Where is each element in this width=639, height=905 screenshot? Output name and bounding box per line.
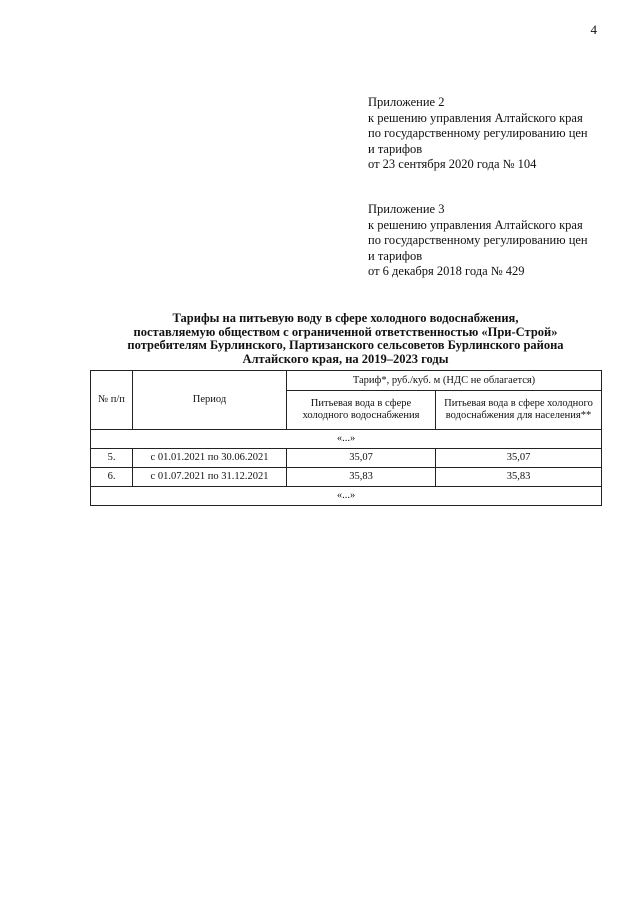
- appendix-3-line: по государственному регулированию цен: [368, 233, 588, 247]
- header-number: № п/п: [91, 371, 133, 430]
- row-number: 5.: [91, 449, 133, 468]
- appendix-3-block: [368, 202, 608, 280]
- table-row: [91, 468, 602, 487]
- ellipsis-cell: «...»: [91, 430, 602, 449]
- appendix-2-line: и тарифов: [368, 141, 423, 156]
- row-period: с 01.07.2021 по 31.12.2021: [133, 468, 287, 487]
- header-drinking-water: Питьевая вода в сфере холодного водоснабжения: [287, 391, 436, 430]
- row-value-1: 35,83: [287, 468, 436, 487]
- title-line: потребителям Бурлинского, Партизанского сельсоветов Бурлинского района: [127, 338, 564, 352]
- appendix-2-line: от 23 сентября 2020 года № 104: [368, 157, 537, 171]
- title-line: поставляемую обществом с ограниченной ответственностью «При-Строй»: [133, 324, 558, 339]
- appendix-3-line: к решению управления Алтайского края: [368, 217, 583, 232]
- table-row-ellipsis: [91, 487, 602, 506]
- appendix-3-line: и тарифов: [368, 248, 423, 263]
- header-drinking-water-population: Питьевая вода в сфере холодного водоснабжения для населения**: [436, 391, 602, 430]
- title-line: Тарифы на питьевую воду в сфере холодного водоснабжения,: [172, 311, 519, 325]
- appendix-3-line: Приложение 3: [368, 202, 445, 216]
- header-tariff: Тариф*, руб./куб. м (НДС не облагается): [287, 371, 602, 391]
- appendix-2-line: Приложение 2: [368, 95, 445, 109]
- page-number: 4: [590, 22, 597, 37]
- row-number: 6.: [91, 468, 133, 487]
- ellipsis-cell: «...»: [91, 487, 602, 506]
- appendix-2-block: [368, 95, 608, 173]
- table-row: [91, 449, 602, 468]
- row-value-2: 35,83: [436, 468, 602, 487]
- title-line: Алтайского края, на 2019–2023 годы: [242, 351, 449, 366]
- header-period: Период: [133, 371, 287, 430]
- appendix-2-line: по государственному регулированию цен: [368, 126, 588, 140]
- row-period: с 01.01.2021 по 30.06.2021: [133, 449, 287, 468]
- row-value-2: 35,07: [436, 449, 602, 468]
- appendix-2-line: к решению управления Алтайского края: [368, 110, 583, 125]
- table-row-ellipsis: [91, 430, 602, 449]
- document-title: [90, 312, 601, 366]
- row-value-1: 35,07: [287, 449, 436, 468]
- appendix-3-line: от 6 декабря 2018 года № 429: [368, 264, 525, 278]
- tariff-table: [90, 370, 602, 506]
